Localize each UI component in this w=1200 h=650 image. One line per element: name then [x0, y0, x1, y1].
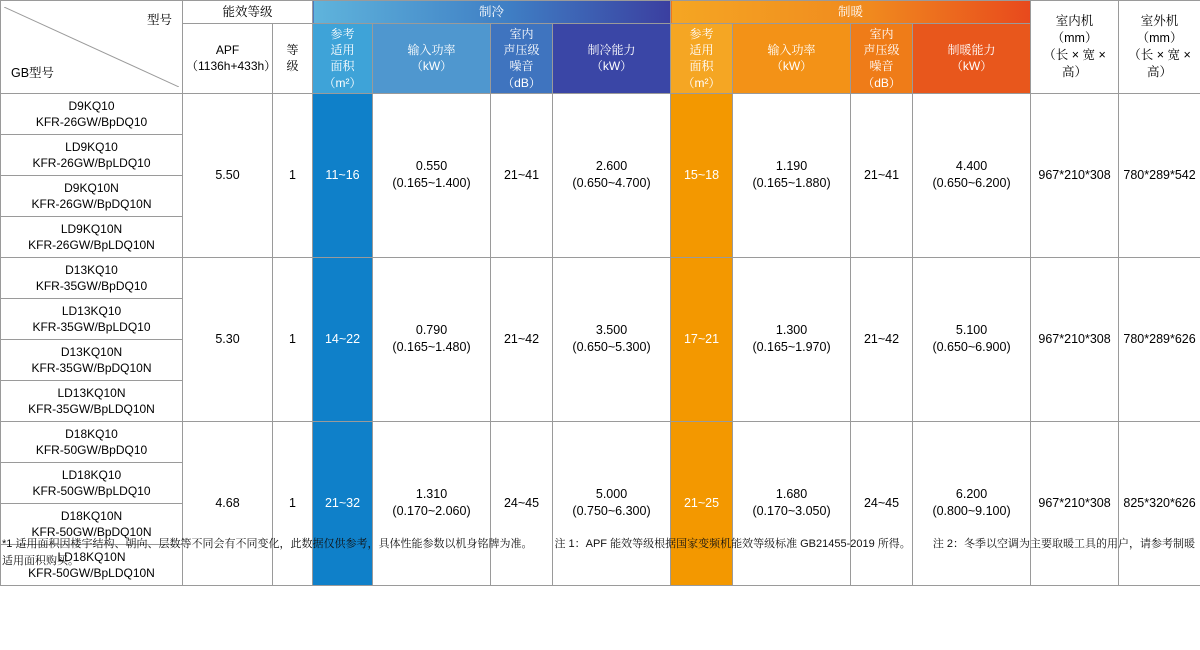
header-outdoor-unit: [1119, 1, 1200, 94]
model-name: D13KQ10N: [60, 344, 123, 359]
heating-capacity-main: 4.400: [955, 159, 988, 174]
heating-area-value: 21~25: [671, 421, 733, 585]
outdoor-dimensions-value: 780*289*626: [1119, 257, 1200, 421]
heating-capacity-value: [913, 93, 1031, 257]
apf-value: 5.50: [183, 93, 273, 257]
header-cooling-power-l2: （kW）: [410, 59, 453, 74]
header-apf: [183, 24, 277, 94]
model-name: LD18KQ10: [61, 467, 122, 482]
group-header-heating: 制暖: [671, 1, 1031, 24]
model-gb: KFR-26GW/BpDQ10: [35, 114, 148, 129]
cooling-noise-value: 21~41: [491, 93, 553, 257]
heating-capacity-range: (0.650~6.200): [932, 176, 1011, 191]
heating-area-value: 15~18: [671, 93, 733, 257]
corner-label-model: 型号: [146, 12, 172, 27]
table-row: [1, 93, 1200, 134]
header-heating-power-l2: （kW）: [770, 59, 813, 74]
model-cell: [1, 421, 183, 462]
indoor-dimensions-value: 967*210*308: [1031, 257, 1119, 421]
heating-area-value: 17~21: [671, 257, 733, 421]
indoor-dimensions-value: 967*210*308: [1031, 421, 1119, 585]
model-cell: [1, 380, 183, 421]
header-grade-line2: 级: [286, 59, 299, 74]
header-cooling-noise-l1: 室内: [509, 27, 534, 41]
cooling-power-main: 1.310: [415, 487, 448, 502]
heating-power-range: (0.165~1.970): [752, 340, 831, 355]
model-name: D13KQ10: [65, 262, 118, 277]
model-cell: [1, 93, 183, 134]
footnote-area-disclaimer: *1 适用面积因楼宇结构、朝向、层数等不同会有不同变化，此数据仅供参考，具体性能参数以机身铭牌为准。: [2, 538, 533, 550]
model-gb: KFR-50GW/BpDQ10N: [31, 524, 152, 539]
model-name: LD13KQ10: [61, 303, 122, 318]
model-cell: [1, 134, 183, 175]
outdoor-dimensions-value: 825*320*626: [1119, 421, 1200, 585]
model-cell: [1, 298, 183, 339]
header-cooling-power: [373, 24, 491, 94]
model-name: LD18KQ10N: [57, 549, 126, 564]
heating-power-main: 1.300: [775, 323, 808, 338]
header-outdoor-line2: （长 × 宽 × 高）: [1128, 47, 1191, 79]
grade-value: 1: [273, 93, 313, 257]
cooling-area-value: 14~22: [313, 257, 373, 421]
cooling-power-main: 0.790: [415, 323, 448, 338]
grade-value: 1: [273, 421, 313, 585]
cooling-power-range: (0.170~2.060): [392, 504, 471, 519]
heating-power-value: [733, 93, 851, 257]
header-heating-power-l1: 输入功率: [767, 43, 816, 58]
model-gb: KFR-35GW/BpLDQ10: [32, 319, 151, 334]
cooling-power-range: (0.165~1.480): [392, 340, 471, 355]
heating-power-range: (0.165~1.880): [752, 176, 831, 191]
header-heating-noise-l3: 噪音: [869, 59, 894, 74]
cooling-capacity-range: (0.650~4.700): [572, 176, 651, 191]
heating-power-main: 1.190: [775, 159, 808, 174]
heating-power-main: 1.680: [775, 487, 808, 502]
header-indoor-unit: [1031, 1, 1119, 94]
header-heating-area-l2: 适用: [689, 43, 714, 58]
model-name: D18KQ10: [65, 426, 118, 441]
footnotes: [0, 536, 1200, 569]
header-cooling-noise-l4: （dB）: [502, 75, 541, 90]
header-heating-capacity: [913, 24, 1031, 94]
header-heating-capacity-l2: （kW）: [950, 59, 993, 74]
outdoor-dimensions-value: 780*289*542: [1119, 93, 1200, 257]
header-cooling-area-l1: 参考: [330, 27, 355, 41]
heating-capacity-range: (0.800~9.100): [932, 504, 1011, 519]
header-outdoor-line1: 室外机（mm）: [1136, 14, 1183, 45]
model-name: LD9KQ10: [65, 139, 118, 154]
grade-value: 1: [273, 257, 313, 421]
heating-power-range: (0.170~3.050): [752, 504, 831, 519]
cooling-noise-value: 21~42: [491, 257, 553, 421]
model-gb: KFR-50GW/BpDQ10: [35, 442, 148, 457]
header-heating-noise-l4: （dB）: [862, 75, 901, 90]
model-cell: [1, 216, 183, 257]
heating-noise-value: 21~41: [851, 93, 913, 257]
header-indoor-line2: （长 × 宽 × 高）: [1043, 47, 1106, 79]
corner-label-gb-model: GB型号: [11, 66, 55, 80]
model-name: D9KQ10: [68, 98, 115, 113]
header-cooling-capacity-l1: 制冷能力: [587, 43, 636, 58]
header-heating-power: [733, 24, 851, 94]
header-indoor-line1: 室内机（mm）: [1051, 14, 1098, 45]
group-header-cooling: 制冷: [313, 1, 671, 24]
model-name: LD9KQ10N: [60, 221, 123, 236]
model-cell: [1, 257, 183, 298]
header-cooling-noise-l3: 噪音: [509, 59, 534, 74]
header-cooling-noise-l2: 声压级: [503, 43, 540, 58]
model-gb: KFR-50GW/BpLDQ10: [32, 483, 151, 498]
header-heating-noise: [851, 24, 913, 94]
heating-noise-value: 21~42: [851, 257, 913, 421]
cooling-noise-value: 24~45: [491, 421, 553, 585]
table-row: [1, 421, 1200, 462]
cooling-power-value: [373, 257, 491, 421]
cooling-power-value: [373, 93, 491, 257]
cooling-capacity-main: 2.600: [595, 159, 628, 174]
cooling-capacity-value: [553, 257, 671, 421]
model-gb: KFR-35GW/BpDQ10: [35, 278, 148, 293]
header-cooling-area-l3: 面积: [330, 59, 355, 74]
header-apf-line2: （1136h+433h）: [186, 59, 277, 74]
header-cooling-area-l4: （m²）: [323, 75, 362, 90]
header-heating-area-l1: 参考: [689, 27, 714, 41]
header-heating-area: [671, 24, 733, 94]
model-name: D18KQ10N: [60, 508, 123, 523]
header-heating-noise-l1: 室内: [869, 27, 894, 41]
group-header-efficiency: 能效等级: [183, 1, 313, 24]
header-cooling-area-l2: 适用: [330, 43, 355, 58]
apf-value: 4.68: [183, 421, 273, 585]
model-gb: KFR-35GW/BpDQ10N: [31, 360, 152, 375]
apf-value: 5.30: [183, 257, 273, 421]
header-cooling-area: [313, 24, 373, 94]
cooling-power-main: 0.550: [415, 159, 448, 174]
header-cooling-capacity: [553, 24, 671, 94]
header-heating-area-l4: （m²）: [682, 75, 721, 90]
cooling-area-value: 11~16: [313, 93, 373, 257]
cooling-capacity-value: [553, 93, 671, 257]
model-gb: KFR-26GW/BpLDQ10N: [28, 237, 155, 252]
model-gb: KFR-50GW/BpLDQ10N: [28, 565, 155, 580]
cooling-capacity-range: (0.650~5.300): [572, 340, 651, 355]
footnote-note-1: 注 1：APF 能效等级根据国家变频机能效等级标准 GB21455-2019 所得。: [554, 538, 911, 550]
header-grade: [273, 24, 313, 94]
header-cooling-noise: [491, 24, 553, 94]
model-gb: KFR-26GW/BpDQ10N: [31, 196, 152, 211]
indoor-dimensions-value: 967*210*308: [1031, 93, 1119, 257]
model-name: LD13KQ10N: [57, 385, 126, 400]
heating-noise-value: 24~45: [851, 421, 913, 585]
cooling-capacity-main: 5.000: [595, 487, 628, 502]
header-cooling-capacity-l2: （kW）: [590, 59, 633, 74]
footnote-note-2: 注 2：冬季以空调为主要取暖工具的用户，请参考制暖适用面积购买。: [2, 538, 1195, 567]
model-gb: KFR-35GW/BpLDQ10N: [28, 401, 155, 416]
corner-header-cell: [1, 1, 183, 94]
model-name: D9KQ10N: [64, 180, 119, 195]
header-grade-line1: 等: [286, 43, 299, 58]
table-row: [1, 257, 1200, 298]
header-heating-noise-l2: 声压级: [863, 43, 900, 58]
model-cell: [1, 175, 183, 216]
header-apf-line1: APF: [215, 43, 240, 58]
header-heating-area-l3: 面积: [689, 59, 714, 74]
model-gb: KFR-26GW/BpLDQ10: [32, 155, 151, 170]
cooling-area-value: 21~32: [313, 421, 373, 585]
header-cooling-power-l1: 输入功率: [407, 43, 456, 58]
heating-power-value: [733, 257, 851, 421]
heating-capacity-value: [913, 257, 1031, 421]
cooling-capacity-main: 3.500: [595, 323, 628, 338]
heating-capacity-main: 6.200: [955, 487, 988, 502]
group-header-row: [1, 1, 1200, 24]
header-heating-capacity-l1: 制暖能力: [947, 43, 996, 58]
heating-capacity-range: (0.650~6.900): [932, 340, 1011, 355]
model-cell: [1, 339, 183, 380]
model-cell: [1, 462, 183, 503]
cooling-power-range: (0.165~1.400): [392, 176, 471, 191]
cooling-capacity-range: (0.750~6.300): [572, 504, 651, 519]
heating-capacity-main: 5.100: [955, 323, 988, 338]
